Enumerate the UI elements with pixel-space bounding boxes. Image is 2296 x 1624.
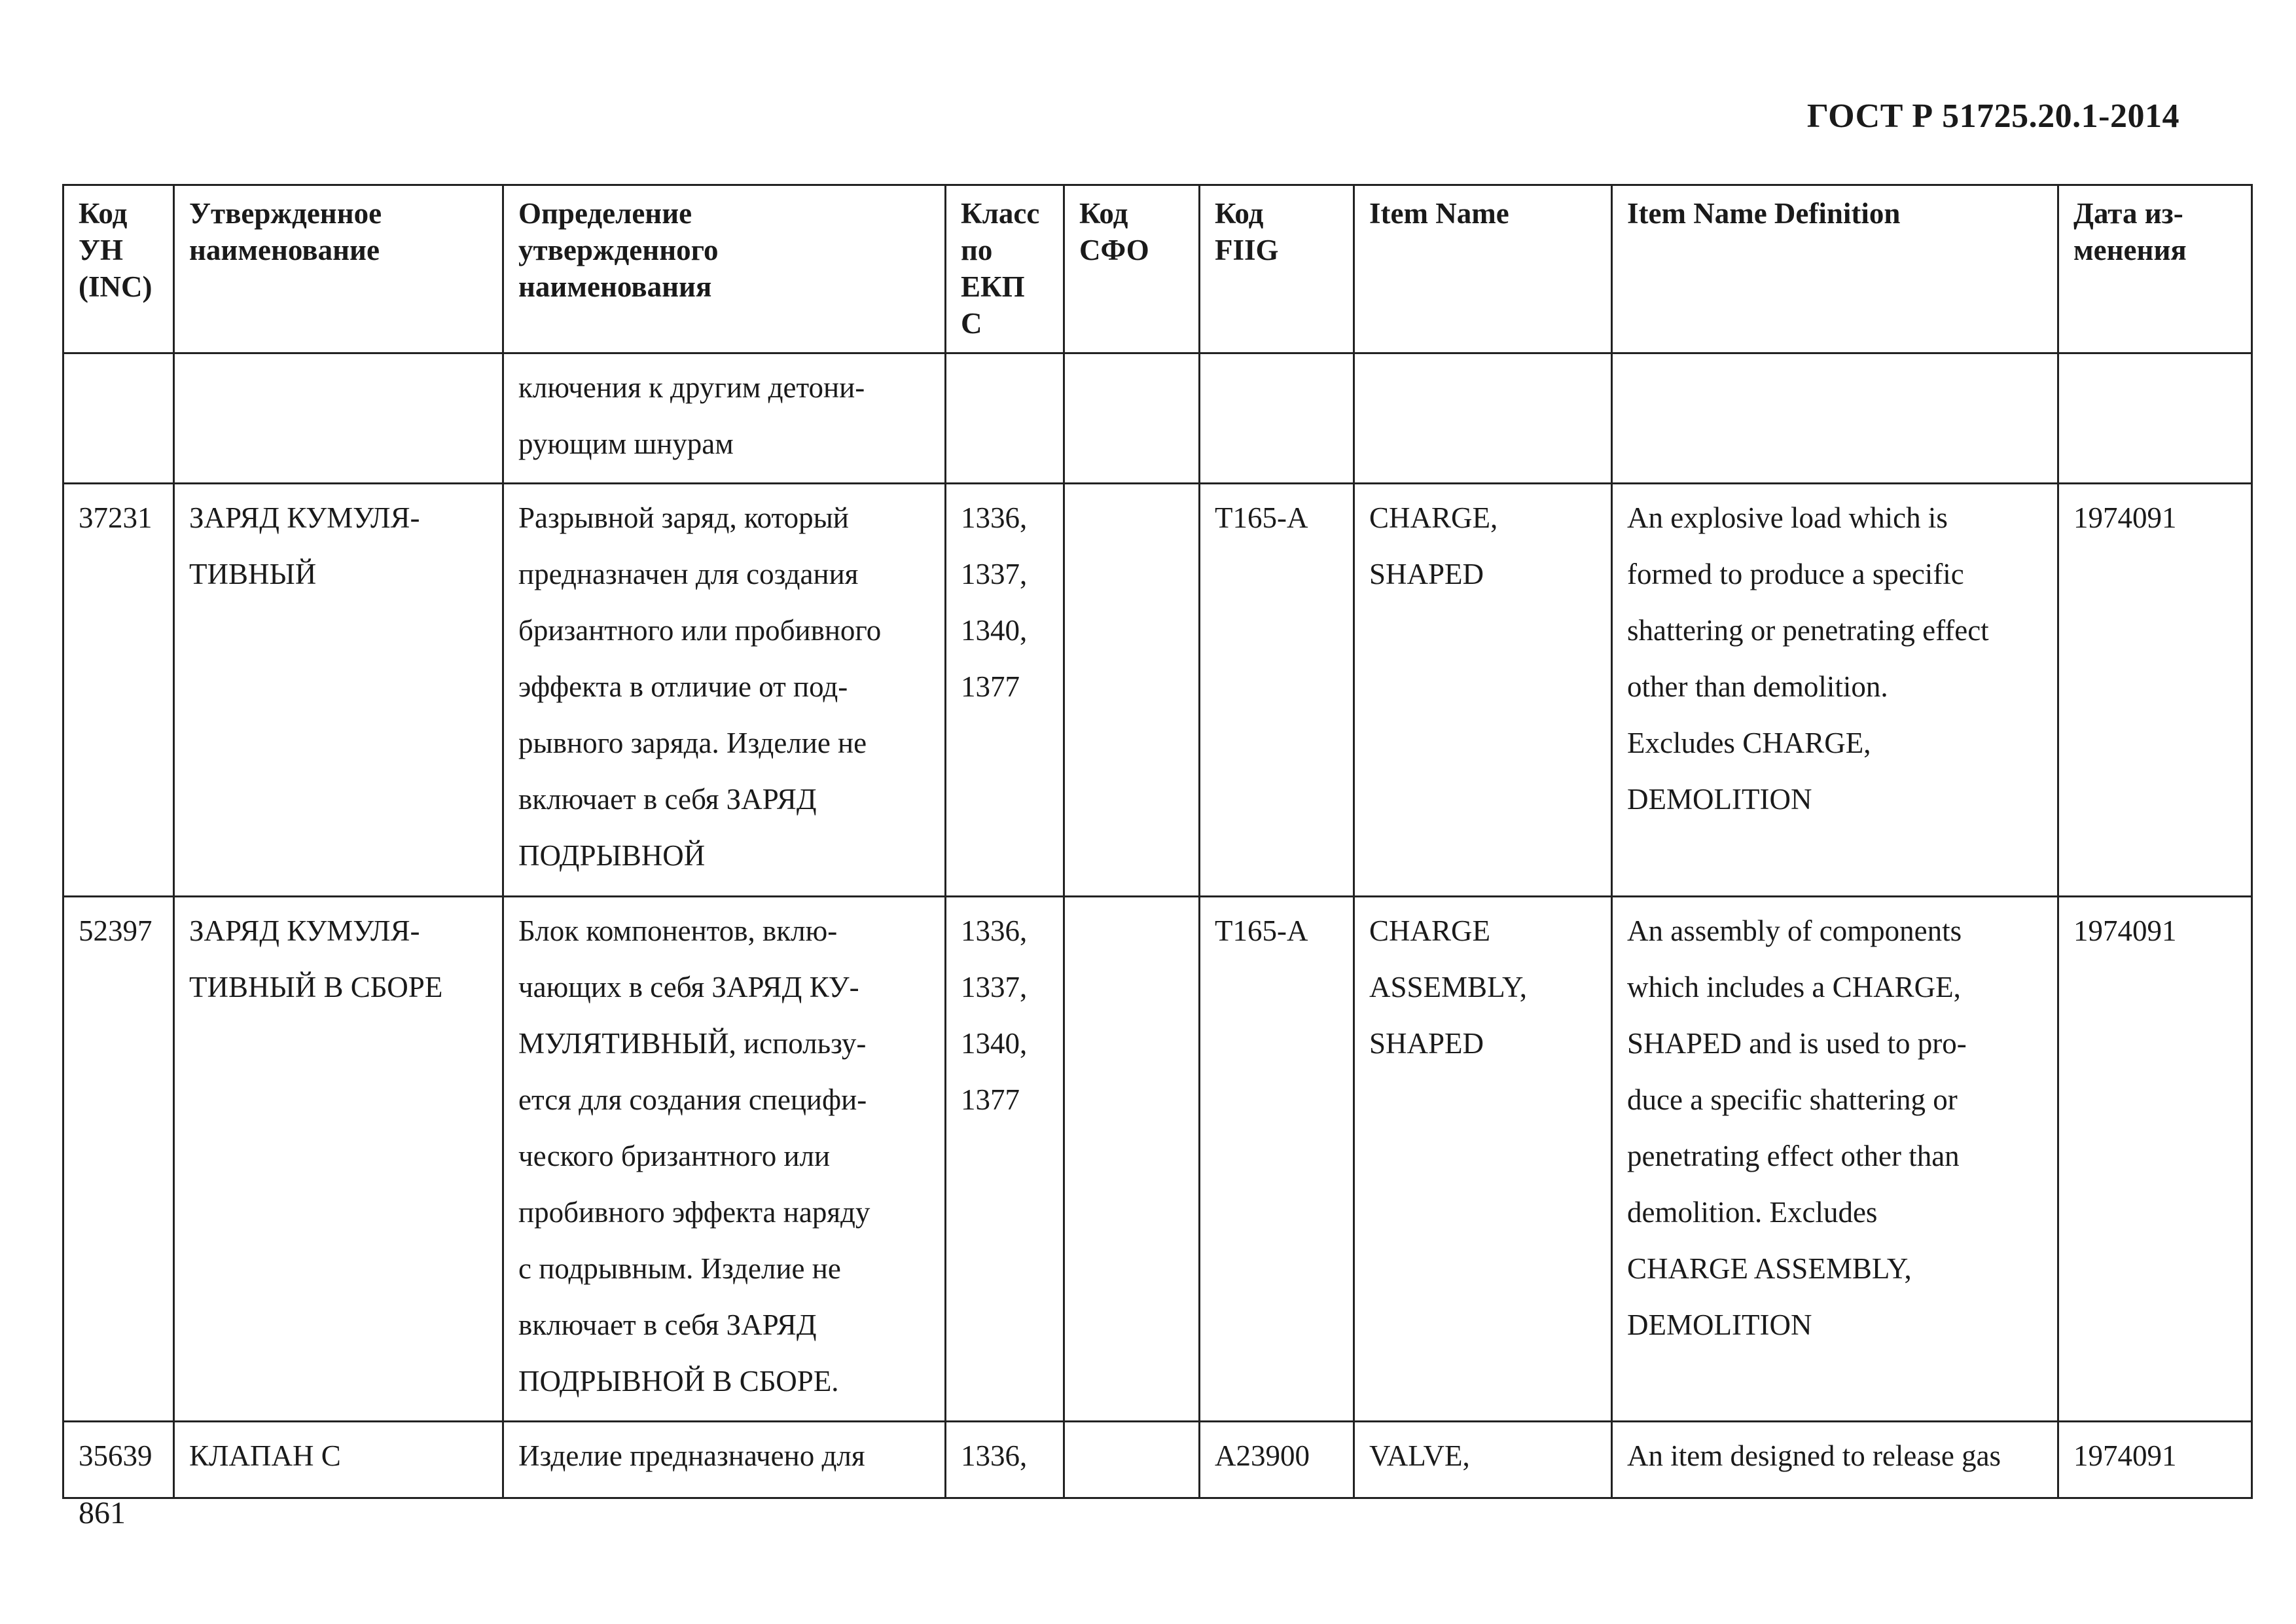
col-header-item-name-definition: Item Name Definition [1612,185,2058,353]
cell-inc: 37231 [63,484,174,897]
cell-inc: 35639 [63,1422,174,1498]
cell-fiig: T165-A [1200,484,1354,897]
cell-definition: ключения к другим детони- рующим шнурам [503,353,946,484]
col-header-item-name: Item Name [1354,185,1612,353]
col-header-class: Класс по ЕКП С [946,185,1064,353]
table-row [63,484,2252,897]
cell-class: 1336, 1337, 1340, 1377 [946,897,1064,1422]
document-title: ГОСТ Р 51725.20.1-2014 [1806,98,2179,135]
cell-name: ЗАРЯД КУМУЛЯ- ТИВНЫЙ [174,484,503,897]
cell-item-name [1354,353,1612,484]
cell-item-name: VALVE, [1354,1422,1612,1498]
cell-sfo [1064,353,1200,484]
classifier-table [62,184,2253,1499]
cell-sfo [1064,484,1200,897]
cell-fiig [1200,353,1354,484]
table-header-row [63,185,2252,353]
table-row [63,897,2252,1422]
page-number: 861 [79,1496,126,1530]
cell-item-definition: An explosive load which is formed to produce a specific shattering or penetrating effect other than demolition. Excludes CHARGE, DEMOLITION [1612,484,2058,897]
cell-fiig: T165-A [1200,897,1354,1422]
cell-definition: Блок компонентов, вклю- чающих в себя ЗАРЯД КУ- МУЛЯТИВНЫЙ, использу- ется для создания специфи- ческого бризантного или пробивного эффекта наряду с подрывным. Изделие не включает в себя ЗАРЯД ПОДРЫВНОЙ В СБОРЕ. [503,897,946,1422]
col-header-inc-code: Код УН (INC) [63,185,174,353]
cell-date [2058,353,2252,484]
col-header-approved-name: Утвержденное наименование [174,185,503,353]
cell-class: 1336, 1337, 1340, 1377 [946,484,1064,897]
cell-name [174,353,503,484]
cell-definition: Изделие предназначено для [503,1422,946,1498]
cell-name: КЛАПАН С [174,1422,503,1498]
cell-date: 1974091 [2058,1422,2252,1498]
cell-date: 1974091 [2058,484,2252,897]
cell-item-definition [1612,353,2058,484]
cell-inc: 52397 [63,897,174,1422]
col-header-sfo-code: Код СФО [1064,185,1200,353]
cell-definition: Разрывной заряд, который предназначен для создания бризантного или пробивного эффекта в отличие от под- рывного заряда. Изделие не включает в себя ЗАРЯД ПОДРЫВНОЙ [503,484,946,897]
cell-fiig: A23900 [1200,1422,1354,1498]
cell-name: ЗАРЯД КУМУЛЯ- ТИВНЫЙ В СБОРЕ [174,897,503,1422]
table-row [63,1422,2252,1498]
cell-item-definition: An assembly of components which includes a CHARGE, SHAPED and is used to pro- duce a specific shattering or penetrating effect other than demolition. Excludes CHARGE ASSEMBLY, DEMOLITION [1612,897,2058,1422]
col-header-fiig-code: Код FIIG [1200,185,1354,353]
cell-inc [63,353,174,484]
cell-item-name: CHARGE ASSEMBLY, SHAPED [1354,897,1612,1422]
table-row [63,353,2252,484]
col-header-name-definition: Определение утвержденного наименования [503,185,946,353]
col-header-change-date: Дата из- менения [2058,185,2252,353]
cell-sfo [1064,1422,1200,1498]
cell-date: 1974091 [2058,897,2252,1422]
cell-item-definition: An item designed to release gas [1612,1422,2058,1498]
cell-item-name: CHARGE, SHAPED [1354,484,1612,897]
cell-class: 1336, [946,1422,1064,1498]
cell-class [946,353,1064,484]
cell-sfo [1064,897,1200,1422]
